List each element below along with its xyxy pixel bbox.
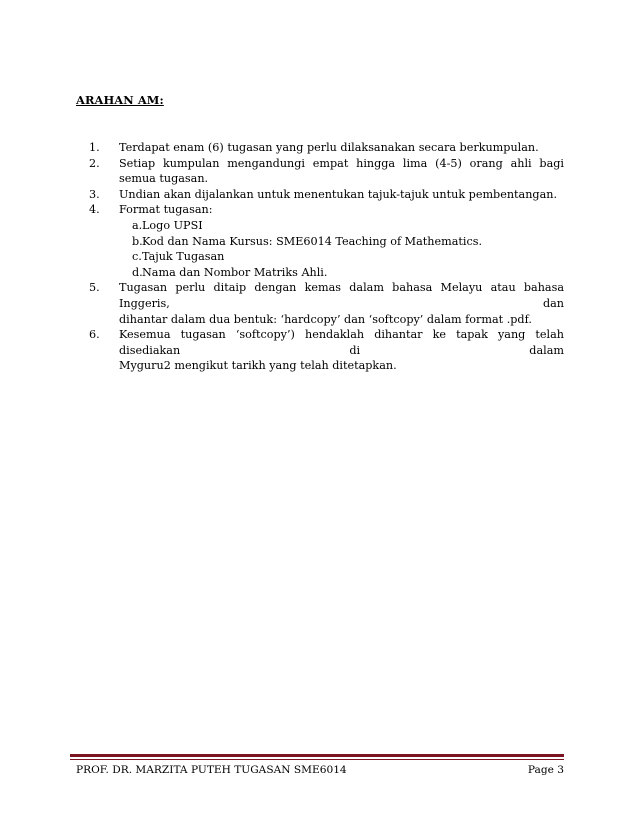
list-item-4 (76, 202, 564, 280)
sub-item-c (119, 249, 564, 265)
sub-item-text: Tajuk Tugasan (142, 250, 225, 264)
item-number: 4. (89, 203, 100, 217)
list-item-2 (76, 156, 564, 187)
sub-item-a (119, 218, 564, 234)
sub-item-b (119, 234, 564, 250)
sub-item-text: Logo UPSI (142, 218, 203, 232)
page-number: Page 3 (527, 764, 564, 776)
instruction-list (76, 140, 564, 374)
list-item-6 (76, 327, 564, 374)
footer-rule-thin (70, 759, 564, 760)
item-text: Undian akan dijalankan untuk menentukan tajuk-tajuk untuk pembentangan. (119, 187, 558, 201)
list-item-1 (76, 140, 564, 156)
item-number: 3. (89, 187, 100, 201)
sub-item-letter: c. (132, 250, 142, 264)
item-text: Terdapat enam (6) tugasan yang perlu dilaksanakan secara berkumpulan. (119, 141, 539, 154)
item-body (119, 327, 564, 374)
item-number: 6. (89, 328, 100, 342)
item-number: 2. (89, 156, 100, 170)
sub-item-text: Kod dan Nama Kursus: SME6014 Teaching of Mathematics. (142, 234, 483, 248)
footer-author: PROF. DR. MARZITA PUTEH TUGASAN SME6014 (76, 764, 347, 776)
list-item-5 (76, 280, 564, 327)
item-text: Setiap kumpulan mengandungi empat hingga lima (4-5) orang ahli bagi semua tugasan. (119, 156, 564, 186)
sub-item-letter: d. (132, 265, 143, 279)
item-text-line: Myguru2 mengikut tarikh yang telah ditetapkan. (119, 359, 397, 373)
item-body (119, 280, 564, 327)
footer-rule (70, 754, 564, 757)
item-text-line: Kesemua tugasan ‘softcopy’) hendaklah dihantar ke tapak yang telah disediakan di dalam (119, 328, 564, 357)
sub-item-d (119, 265, 564, 281)
item-text: Format tugasan: (119, 203, 213, 217)
item-text-line: Tugasan perlu ditaip dengan kemas dalam bahasa Melayu atau bahasa Inggeris, dan (119, 281, 564, 310)
section-heading: ARAHAN AM: (76, 93, 164, 107)
sub-item-letter: b. (132, 234, 143, 248)
list-item-3 (76, 187, 564, 203)
item-number: 5. (89, 281, 100, 295)
sub-item-letter: a. (132, 218, 143, 232)
item-text-line: dihantar dalam dua bentuk: ‘hardcopy’ dan ‘softcopy’ dalam format .pdf. (119, 312, 532, 326)
item-body (119, 202, 564, 280)
item-number: 1. (89, 141, 100, 154)
sub-item-text: Nama dan Nombor Matriks Ahli. (142, 265, 328, 279)
